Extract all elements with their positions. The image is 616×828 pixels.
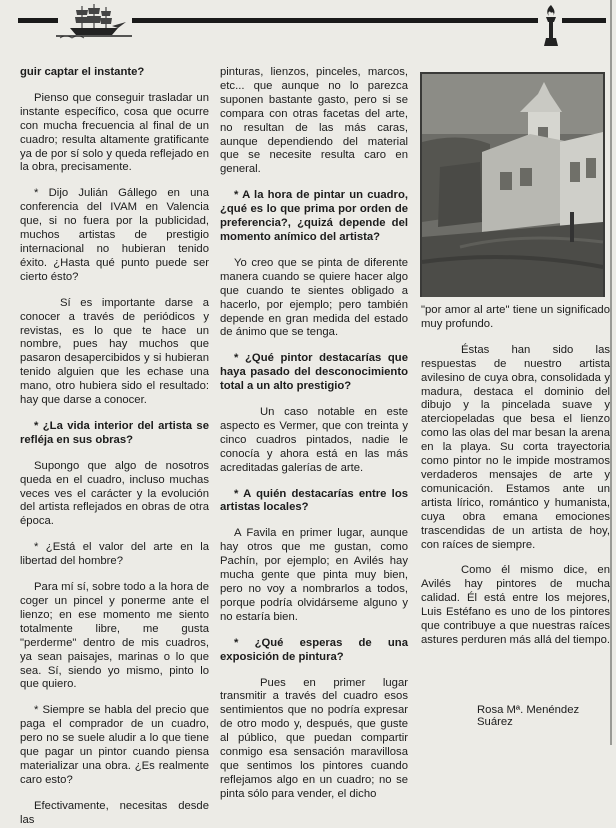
paragraph: Yo creo que se pinta de diferente manera cuando se quiere hacer algo que cuando te sientes obligado a hacerlo, por ejemplo; pero también depende en gran medida del estado de ánimo que se tenga. (220, 256, 408, 339)
paragraph: Supongo que algo de nosotros queda en el cuadro, incluso muchas veces ves el carácter y la evolución del artista reflejados en obras de otra época. (20, 459, 209, 528)
question: * ¿Está el valor del arte en la libertad del hombre? (20, 541, 209, 568)
painting-image (420, 72, 605, 297)
author-signature: Rosa Mª. Menéndez Suárez (477, 704, 580, 728)
paragraph: Pienso que conseguir trasladar un instante específico, cosa que ocurre con mucha frecuencia al final de un cuadro; resulta altamente gratificante ya de por sí solo y queda reflejado en la obra, precisamente. (20, 91, 209, 174)
question: * ¿Qué pintor destacarías que haya pasado del desconocimiento total a un alto prestigio? (220, 352, 408, 393)
text-column-3 (421, 304, 610, 648)
header-rule-left (18, 18, 58, 23)
paragraph: Como él mismo dice, en Avilés hay pintores de mucha calidad. Él está entre los mejores, Luis Estéfano es uno de los pintores que contribuye a que nuestras raíces astures perduren más allá del tiempo. (421, 564, 611, 646)
text-column-1 (20, 66, 209, 828)
page-edge (610, 0, 612, 745)
question: * Siempre se habla del precio que paga el comprador de un cuadro, pero no se suele aludir a lo que tiene que pagar un pintor cuando piensa materializar una obra. ¿Es realmente caro esto? (20, 704, 209, 786)
question: * ¿Qué esperas de una exposición de pintura? (220, 636, 408, 663)
header-rule-right (562, 18, 606, 23)
paragraph: Éstas han sido las respuestas de nuestro artista avilesino de cuya obra, consolidada y madura, destaca el dominio del dibujo y la pincelada suave y aterciopeladas que besa el lienzo como las olas del mar besan la arena en la playa. Su corta trayectoria como pintor no le impide mostramos verdaderos mensajes de arte y comunicación. Estamos ante un artista lírico, romántico y humanista, cuya obra emana emociones trascendidas de un artista de hoy, con raíces de siempre. (421, 343, 610, 551)
paragraph: Pues en primer lugar transmitir a través del cuadro esos sentimientos que no podría expresar de otro modo y, después, que guste al público, que puedan compartir conmigo esa sensación maravillosa que sentimos los pintores cuando reflejamos algo en un cuadro; no se pinta sólo para vender, el dicho (220, 676, 408, 800)
text-column-2 (220, 66, 408, 802)
question: * ¿La vida interior del artista se refléja en sus obras? (20, 419, 209, 446)
question: * A la hora de pintar un cuadro, ¿qué es lo que prima por orden de preferencia?, ¿quizá depende del momento anímico del artista? (220, 189, 408, 243)
sailing-ship-icon (56, 2, 132, 40)
torch-icon (541, 4, 561, 48)
paragraph: Para mí sí, sobre todo a la hora de coger un pincel y ponerme ante el lienzo; en ese momento me siento totalmente libre, me gusta "perderme" dentro de mis cuadros, ya sean paisajes, marinas o lo que sea. Sí, siendo yo mismo, pinto lo que quiero. (20, 581, 209, 691)
paragraph: Efectivamente, necesitas desde las (20, 799, 209, 826)
paragraph: A Favila en primer lugar, aunque hay otros que me gustan, como Pachín, por ejemplo; en Avilés hay mucha gente que pinta muy bien, pero no voy a nombrarlos a todos, porque podría olvidárseme alguno y no estaría bien. (220, 527, 408, 623)
question: * A quién destacarías entre los artistas locales? (220, 487, 408, 514)
paragraph: Sí es importante darse a conocer a través de periódicos y revistas, es lo que te hace un nombre, pues hay muchos que pasaron desapercibidos y si hubieran tenido alguien que les echase una mano, otro hubiera sido el resultado: hay que darse a conocer. (20, 296, 209, 407)
paragraph: guir captar el instante? (20, 66, 145, 78)
header-rule-main (132, 18, 538, 23)
paragraph: "por amor al arte" tiene un significado muy profundo. (421, 304, 610, 330)
paragraph: * Dijo Julián Gállego en una conferencia del IVAM en Valencia que, si no fuera por la publicidad, muchos artistas de prestigio internacional no hubieran tenido éxito. ¿Hasta qué punto puede ser cierto ésto? (20, 187, 209, 283)
paragraph: Un caso notable en este aspecto es Vermer, que con treinta y cinco cuadros pintados, nadie le conocía y ahora está en las más acreditadas galerías de arte. (220, 406, 408, 474)
paragraph: pinturas, lienzos, pinceles, marcos, etc... que aunque no lo parezca suponen bastante gasto, pero si se compara con otras facetas del arte, no resultan de las más caras, aunque dependiendo del material que se necesite resulta caro en general. (220, 66, 408, 176)
